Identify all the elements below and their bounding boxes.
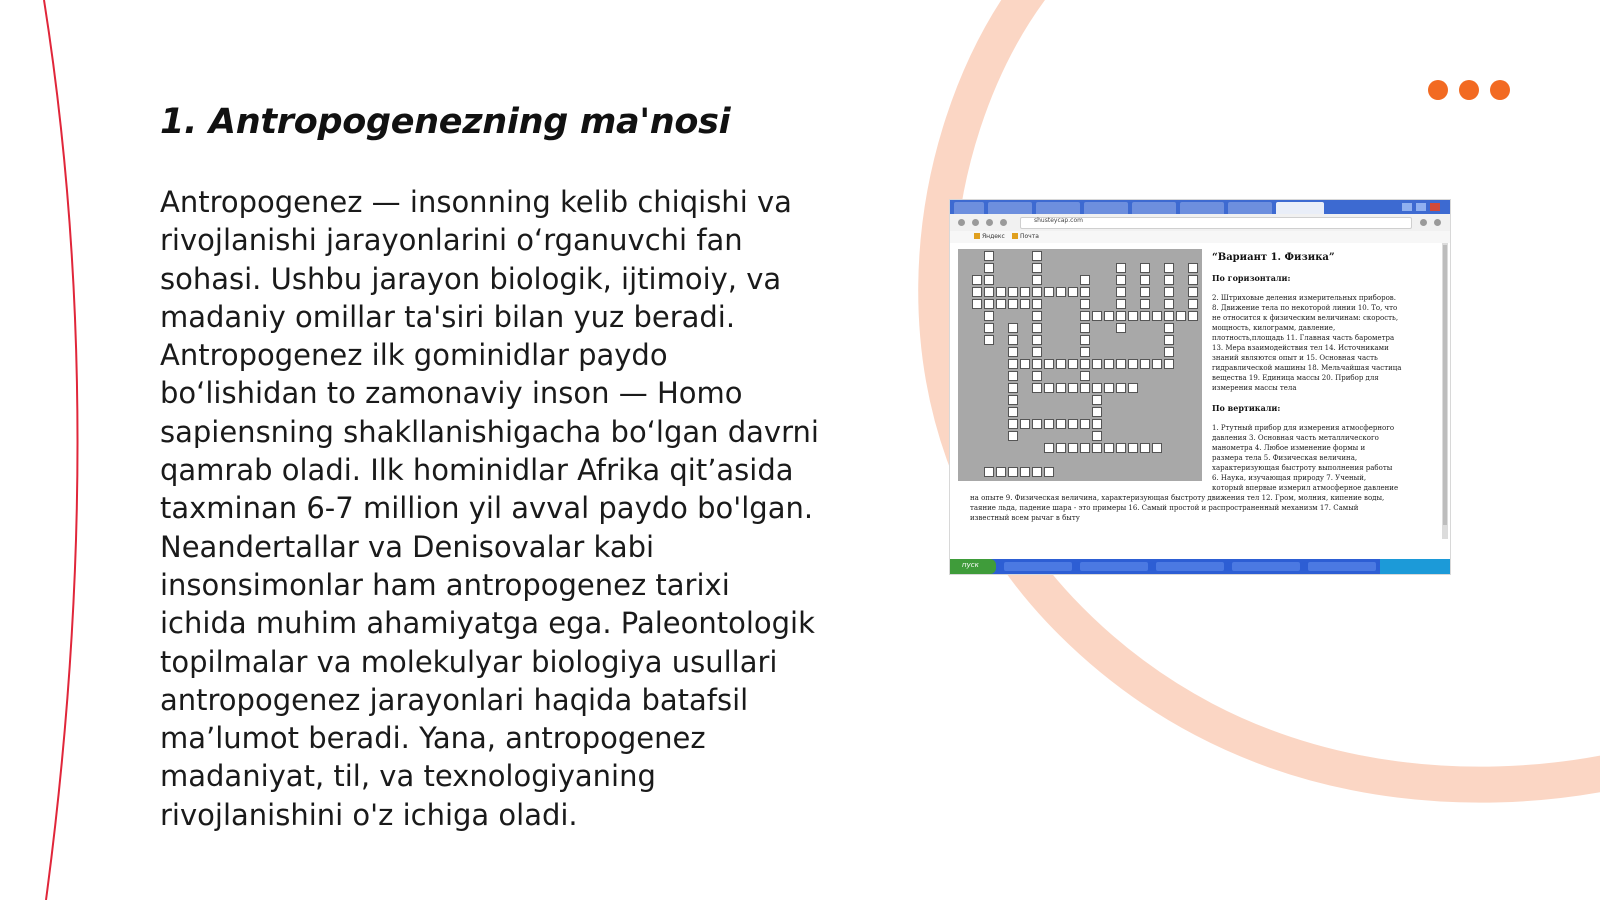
crossword-cell <box>1056 443 1066 453</box>
browser-tab-active <box>1276 202 1324 214</box>
body-line: sapiensning shakllanishigacha bo‘lgan davrni <box>160 414 819 449</box>
crossword-cell <box>1032 347 1042 357</box>
crossword-cell <box>1140 263 1150 273</box>
crossword-cell <box>1008 359 1018 369</box>
body-line: madaniyat, til, va texnologiyaning <box>160 759 656 794</box>
crossword-cell <box>1020 359 1030 369</box>
crossword-cell <box>1128 443 1138 453</box>
crossword-cell <box>984 275 994 285</box>
crossword-cell <box>1164 275 1174 285</box>
minimize-icon <box>1402 203 1412 211</box>
crossword-cell <box>1008 431 1018 441</box>
maximize-icon <box>1416 203 1426 211</box>
crossword-cell <box>996 467 1006 477</box>
body-line: bo‘lishidan to zamonaviy inson — Homo <box>160 376 743 411</box>
crossword-cell <box>1032 371 1042 381</box>
crossword-cell <box>1152 311 1162 321</box>
crossword-cell <box>1044 419 1054 429</box>
crossword-cell <box>984 287 994 297</box>
body-line: madaniy omillar ta'siri bilan yuz beradi. <box>160 299 736 334</box>
bookmark-item: Почта <box>1012 233 1039 240</box>
body-line: Antropogenez — insonning kelib chiqishi va <box>160 185 792 219</box>
across-clues: 2. Штриховые деления измерительных приборов. 8. Движение тела по некоторой линии 10. То, что не относится к физическим величинам: скорость, мощность, килограмм, давление, плотность,площадь 11. Главная часть барометра 13. Мера взаимодействия тел 14. Источниками знаний являются опыт и 15. Основная часть гидравлической машины 18. Мельчайшая частица вещества 19. Единица массы 20. Прибор для измерения массы тела <box>1212 294 1402 392</box>
crossword-cell <box>1008 371 1018 381</box>
crossword-cell <box>1020 467 1030 477</box>
crossword-cell <box>1020 419 1030 429</box>
crossword-cell <box>1008 347 1018 357</box>
body-line: Neandertallar va Denisovalar kabi <box>160 529 655 564</box>
browser-tab <box>988 202 1032 214</box>
start-button: пуск <box>950 559 996 574</box>
crossword-cell <box>1188 263 1198 273</box>
crossword-cell <box>984 263 994 273</box>
menu-icon <box>1434 219 1441 226</box>
crossword-cell <box>1032 287 1042 297</box>
crossword-cell <box>1164 359 1174 369</box>
crossword-cell <box>1008 299 1018 309</box>
crossword-cell <box>1188 311 1198 321</box>
crossword-cell <box>1176 311 1186 321</box>
taskbar-item <box>1232 562 1300 571</box>
across-heading: По горизонтали: <box>1212 273 1291 283</box>
crossword-cell <box>1032 311 1042 321</box>
crossword-cell <box>1032 263 1042 273</box>
crossword-cell <box>1092 311 1102 321</box>
taskbar-item <box>1156 562 1224 571</box>
crossword-cell <box>1116 383 1126 393</box>
crossword-cell <box>1116 287 1126 297</box>
crossword-cell <box>1140 443 1150 453</box>
crossword-cell <box>1116 311 1126 321</box>
taskbar <box>950 559 1450 574</box>
crossword-cell <box>996 287 1006 297</box>
body-line: rivojlanishini o'z ichiga oladi. <box>160 797 578 832</box>
crossword-cell <box>1080 287 1090 297</box>
browser-tab <box>1228 202 1272 214</box>
crossword-cell <box>1104 443 1114 453</box>
crossword-cell <box>1068 359 1078 369</box>
bookmark-icon <box>974 233 980 239</box>
crossword-cell <box>1092 383 1102 393</box>
crossword-cell <box>984 251 994 261</box>
crossword-cell <box>1032 275 1042 285</box>
crossword-cell <box>1092 395 1102 405</box>
bookmark-item: Яндекс <box>974 233 1005 240</box>
crossword-cell <box>1092 359 1102 369</box>
crossword-cell <box>1068 287 1078 297</box>
crossword-title: “Вариант 1. Физика” <box>1212 252 1335 263</box>
crossword-cell <box>1140 359 1150 369</box>
crossword-cell <box>1164 299 1174 309</box>
dot <box>1428 80 1448 100</box>
dot <box>1459 80 1479 100</box>
crossword-cell <box>1152 443 1162 453</box>
crossword-cell <box>1068 383 1078 393</box>
crossword-cell <box>1128 383 1138 393</box>
crossword-cell <box>996 299 1006 309</box>
crossword-cell <box>1068 443 1078 453</box>
crossword-cell <box>1188 299 1198 309</box>
body-line: antropogenez jarayonlari haqida batafsil <box>160 682 749 717</box>
crossword-cell <box>1080 323 1090 333</box>
crossword-cell <box>1032 359 1042 369</box>
browser-tab <box>1180 202 1224 214</box>
crossword-cell <box>1140 299 1150 309</box>
crossword-cell <box>1056 383 1066 393</box>
body-line: qamrab oladi. Ilk hominidlar Afrika qit’asida <box>160 453 794 488</box>
crossword-cell <box>1032 383 1042 393</box>
crossword-cell <box>1008 395 1018 405</box>
footer-clues: на опыте 9. Физическая величина, характеризующая быстроту движения тел 12. Гром, молния, кипение воды, таяние льда, падение шара - это примеры 16. Самый простой и распространенный механизм 17. Самый известный всем рычаг в быту <box>970 494 1385 522</box>
crossword-cell <box>1032 467 1042 477</box>
crossword-cell <box>1008 335 1018 345</box>
forward-icon <box>972 219 979 226</box>
crossword-cell <box>1008 467 1018 477</box>
crossword-cell <box>1080 371 1090 381</box>
crossword-cell <box>972 275 982 285</box>
crossword-cell <box>1164 263 1174 273</box>
crossword-cell <box>1020 287 1030 297</box>
crossword-cell <box>1080 275 1090 285</box>
body-line: rivojlanishi jarayonlarini o‘rganuvchi fan <box>160 223 743 258</box>
taskbar-item <box>1004 562 1072 571</box>
decorative-red-line <box>44 0 78 900</box>
crossword-cell <box>1032 299 1042 309</box>
crossword-grid <box>958 249 1202 481</box>
crossword-cell <box>1056 359 1066 369</box>
crossword-cell <box>1128 359 1138 369</box>
crossword-cell <box>1020 299 1030 309</box>
browser-tab-bar <box>950 200 1450 214</box>
crossword-cell <box>1116 299 1126 309</box>
crossword-cell <box>1092 443 1102 453</box>
crossword-cell <box>1044 287 1054 297</box>
crossword-cell <box>1032 323 1042 333</box>
crossword-cell <box>1080 383 1090 393</box>
crossword-cell <box>1128 311 1138 321</box>
dot <box>1490 80 1510 100</box>
crossword-cell <box>1056 419 1066 429</box>
reload-icon <box>986 219 993 226</box>
crossword-cell <box>1008 419 1018 429</box>
browser-tab <box>1036 202 1080 214</box>
body-line: topilmalar va molekulyar biologiya usullari <box>160 644 778 679</box>
crossword-cell <box>1044 467 1054 477</box>
taskbar-item <box>1080 562 1148 571</box>
crossword-cell <box>1068 419 1078 429</box>
body-line: ma’lumot beradi. Yana, antropogenez <box>160 721 706 756</box>
crossword-cell <box>1080 443 1090 453</box>
crossword-cell <box>984 335 994 345</box>
browser-address-bar <box>950 214 1450 232</box>
crossword-cell <box>1008 323 1018 333</box>
scrollbar <box>1442 243 1448 539</box>
taskbar-item <box>1308 562 1376 571</box>
crossword-cell <box>984 311 994 321</box>
crossword-cell <box>1116 323 1126 333</box>
crossword-cell <box>1044 383 1054 393</box>
body-line: sohasi. Ushbu jarayon biologik, ijtimoiy, va <box>160 261 782 296</box>
crossword-cell <box>1044 359 1054 369</box>
body-line: ichida muhim ahamiyatga ega. Paleontologik <box>160 606 815 641</box>
crossword-cell <box>1116 275 1126 285</box>
crossword-cell <box>1116 443 1126 453</box>
crossword-cell <box>984 299 994 309</box>
crossword-cell <box>1152 359 1162 369</box>
browser-tab <box>1084 202 1128 214</box>
crossword-cell <box>1092 407 1102 417</box>
body-line: insonsimonlar ham antropogenez tarixi <box>160 567 730 602</box>
crossword-cell <box>1164 323 1174 333</box>
crossword-cell <box>1092 419 1102 429</box>
crossword-cell <box>1080 347 1090 357</box>
crossword-cell <box>1056 287 1066 297</box>
crossword-cell <box>1104 383 1114 393</box>
crossword-cell <box>1140 275 1150 285</box>
three-dots-icon <box>1428 80 1510 100</box>
crossword-page <box>950 243 1450 559</box>
slide-body-text <box>160 183 850 834</box>
body-line: taxminan 6-7 million yil avval paydo bo'lgan. <box>160 491 814 526</box>
crossword-cell <box>984 323 994 333</box>
crossword-cell <box>1008 383 1018 393</box>
crossword-cell <box>972 287 982 297</box>
crossword-cell <box>1116 263 1126 273</box>
crossword-cell <box>1164 287 1174 297</box>
crossword-cell <box>1164 311 1174 321</box>
crossword-cell <box>1080 311 1090 321</box>
down-clues: 1. Ртутный прибор для измерения атмосферного давления 3. Основная часть металлического манометра 4. Любое изменение формы и размера тела 5. Физическая величина, характеризующая быстроту выполнения работы 6. Наука, изучающая природу 7. Ученый, который впервые измерил атмосферное давление <box>1212 424 1399 492</box>
body-line: Antropogenez ilk gominidlar paydo <box>160 338 668 373</box>
crossword-cell <box>1188 287 1198 297</box>
crossword-cell <box>1140 311 1150 321</box>
crossword-cell <box>1080 299 1090 309</box>
crossword-cell <box>1164 335 1174 345</box>
url-text: shusteycap.com <box>1034 217 1083 224</box>
crossword-cell <box>1032 251 1042 261</box>
crossword-cell <box>1080 419 1090 429</box>
crossword-cell <box>1188 275 1198 285</box>
crossword-cell <box>1104 359 1114 369</box>
system-tray <box>1380 559 1450 574</box>
close-icon <box>1430 203 1440 211</box>
crossword-cell <box>1164 347 1174 357</box>
crossword-cell <box>1032 419 1042 429</box>
browser-tab <box>1132 202 1176 214</box>
down-heading: По вертикали: <box>1212 403 1281 413</box>
crossword-cell <box>1080 335 1090 345</box>
crossword-cell <box>1104 311 1114 321</box>
crossword-cell <box>1008 287 1018 297</box>
crossword-cell <box>1044 443 1054 453</box>
crossword-cell <box>1140 287 1150 297</box>
bookmark-icon <box>1012 233 1018 239</box>
crossword-screenshot-image <box>950 200 1450 574</box>
crossword-cell <box>984 467 994 477</box>
home-icon <box>1000 219 1007 226</box>
slide-title: 1. Antropogenezning ma'nosi <box>160 102 731 142</box>
crossword-cell <box>1080 359 1090 369</box>
bookmark-star-icon <box>1420 219 1427 226</box>
crossword-cell <box>1008 407 1018 417</box>
crossword-cell <box>972 299 982 309</box>
crossword-cell <box>1116 359 1126 369</box>
browser-tab <box>954 202 984 214</box>
back-icon <box>958 219 965 226</box>
crossword-cell <box>1092 431 1102 441</box>
crossword-cell <box>1032 335 1042 345</box>
